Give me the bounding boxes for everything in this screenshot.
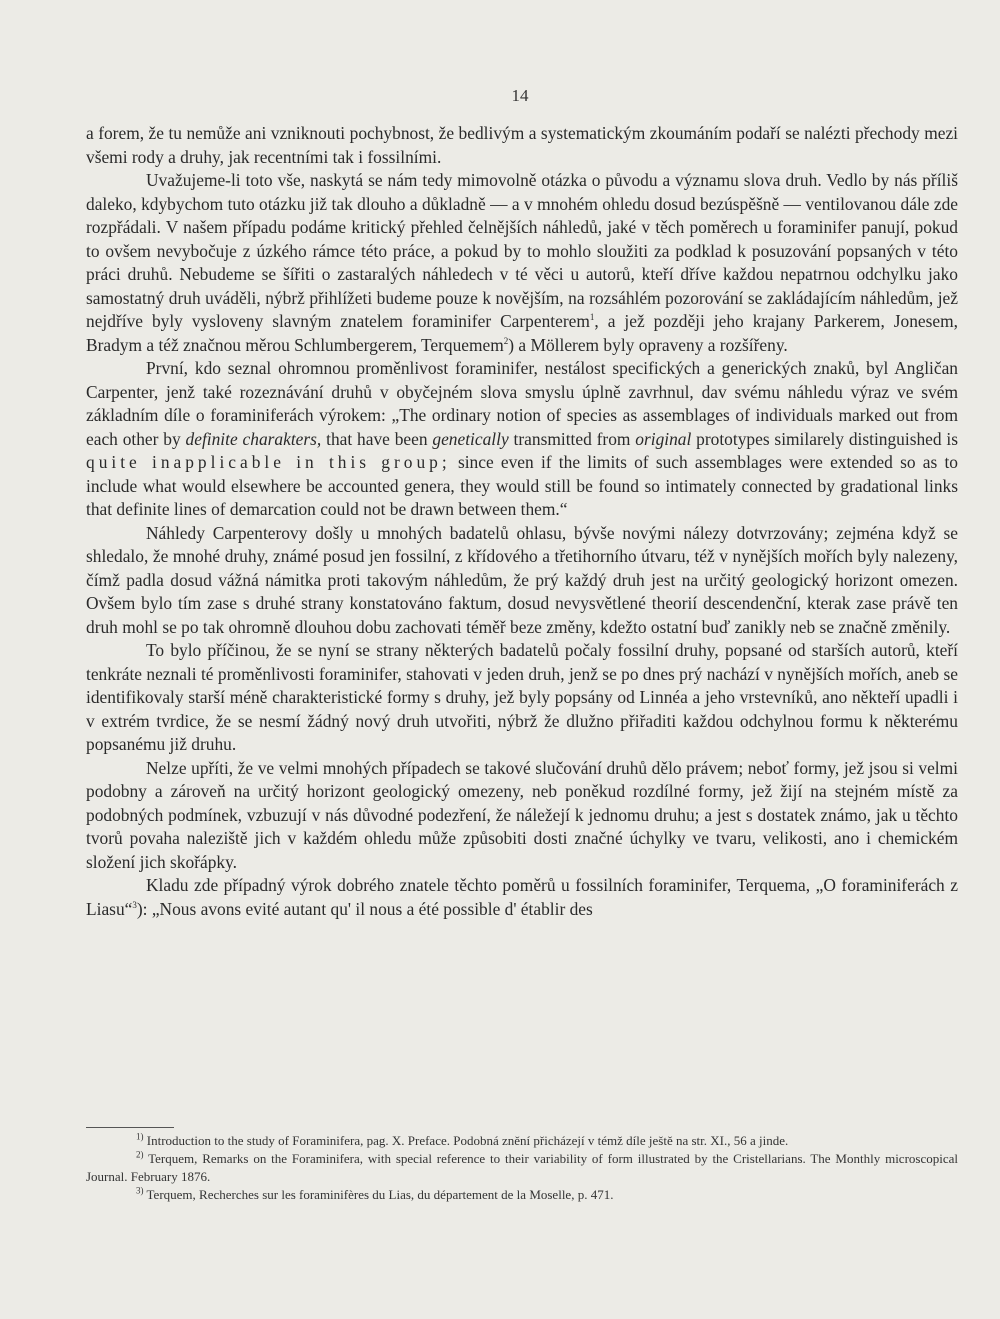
footnote-marker-1-number: 1 [136,1131,141,1142]
footnote-2-text: Terquem, Remarks on the Foraminifera, with special reference to their variability of form illustrated by the Cristellarians. The Monthly microscopical Journal. February 1876. [86,1151,958,1184]
footnote-ref-3: 3 [132,899,137,910]
quote-emphasis-2: genetically [432,428,509,449]
footnote-2 [86,1150,958,1186]
footnote-marker-2-number: 2 [136,1149,141,1160]
paragraph-7-text: Kladu zde případný výrok dobrého znatele těchto poměrů u fossilních foraminifer, Terquema, „O foraminiferách z Liasu“ [86,875,958,919]
paragraph-2-text: Uvažujeme-li toto vše, naskytá se nám tedy mimovolně otázka o původu a významu slova druh. Vedlo by nás příliš daleko, kdybychom tuto otázku již tak dlouho a důkladně — a v mnohém ohledu dosud bezúspěšně — ventilovanou dále zde rozpřádali. V našem případu podáme kritický přehled čelnějších náhledů, jaké v těch poměrech u foraminifer panují, pokud to ovšem nevybočuje z úzkého rámce této práce, a pokud by to mohlo sloužiti za podklad k posuzování popsaných v této práci druhů. Nebudeme se šířiti o zastaralých náhledech v té věci u autorů, kteří dříve každou nepatrnou odchylku jako samostatný druh uváděli, nýbrž přihlížeti budeme pouze k novějším, na rozsáhlém pozorování se zakládajícím náhledům, jež nejdříve byly vysloveny slavným znatelem foraminifer Carpenterem [86,170,958,331]
paragraph-2-tail-b: ) a Möllerem byly opraveny a rozšířeny. [508,334,788,355]
footnotes [86,1132,958,1204]
page-number: 14 [511,86,529,105]
footnote-ref-2: 2 [503,335,509,346]
paragraph-3-text: První, kdo seznal ohromnou proměnlivost foraminifer, nestálost specifických a generických znaků, byl Angličan Carpenter, jenž také rozeznávání druhů v obyčejném slova smyslu úplně zavrhnul, dav svému náhledu výraz ve svém základním díle o foraminiferách výrokem: „The ordinary notion of species as assemblages of individuals marked out from each other by [86,358,958,449]
footnote-3 [86,1186,958,1204]
quote-end: since even if the limits of such assemblages were extended so as to include what would elsewhere be accounted genera, they would still be found so intimately connected by gradational links that definite lines of demarcation could not be drawn between them.“ [86,452,958,519]
paragraph-1: a forem, že tu nemůže ani vzniknouti pochybnost, že bedlivým a systematickým zkoumáním podaří se nalézti přechody mezi všemi rody a druhy, jak recentními tak i fossilními. [86,123,958,167]
footnote-3-text: Terquem, Recherches sur les foraminifères du Lias, du département de la Moselle, p. 471. [146,1187,614,1202]
quote-spaced-emphasis: quite inapplicable in this group; [86,452,451,472]
quote-mid-3: prototypes similarely distinguished is [691,428,959,449]
quote-emphasis-3: original [635,428,692,449]
paragraph-3 [86,357,958,522]
footnote-1-text: Introduction to the study of Foraminifera, pag. X. Preface. Podobná znění přicházejí v témž díle ještě na str. XI., 56 a jinde. [146,1133,789,1148]
footnote-1 [86,1132,958,1150]
paragraph-6: Nelze upříti, že ve velmi mnohých případech se takové slučování druhů dělo právem; neboť formy, jež jsou si velmi podobny a zároveň na určitý horizont geologický omezeny, neb poněkud rozdílné formy, jež žijí na stejném místě za podobných podmínek, vzbuzují v nás důvodné podezření, že náležejí k jednomu druhu; a jest s dostatek známo, jak u těchto tvorů povaha naleziště jich v každém ohledu může způsobiti dosti značné úchylky ve tvaru, velikosti, ano i chemickém složení jich skořápky. [86,757,958,872]
paragraph-4: Náhledy Carpenterovy došly u mnohých badatelů ohlasu, bývše novými nálezy dotvrzovány; zejména když se shledalo, že mnohé druhy, známé posud jen fossilní, z křídového a třetihorního útvaru, též v nynějších mořích byly nalezeny, čímž padla dosud vážná námitka proti takovým náhledům, že prý každý druh jest na určitý geologický horizont omezen. Ovšem bylo tím zase s druhé strany konstatováno faktum, dosud nevysvětlené theorií descendenční, kterak zase právě ten druh mohl se po tak ohromně dlouhou dobu zachovati téměř beze změny, kdežto ostatní buď zanikly neb se značně změnily. [86,522,958,637]
paragraph-2 [86,169,958,357]
footnote-marker-2: 2) [136,1149,144,1160]
footnote-divider [86,1127,174,1128]
quote-mid-1: that have been [321,428,433,449]
body-text [86,122,958,921]
paragraph-5: To bylo příčinou, že se nyní se strany některých badatelů počaly fossilní druhy, popsané od starších autorů, kteří tenkráte neznali té proměnlivosti foraminifer, stahovati v jeden druh, jenž se po dnes prý nachází v nynějších mořích, aneb se identifikovaly starší méně charakteristické formy s druhy, jež byly popsány od Linnéa a jeho vrstevníků, ano někteří upadli i v extrém tvrdice, že se nesmí žádný nový druh utvořiti, nýbrž že dlužno přiřaditi každou odchylnou formu k některému popsanému již druhu. [86,640,958,754]
paragraph-7 [86,874,958,921]
quote-emphasis-1: definite charakters, [185,428,322,449]
footnote-marker-3-number: 3 [136,1185,141,1196]
footnote-ref-1: 1 [589,312,595,323]
paragraph-2-tail-a: , a jež později jeho krajany Parkerem, Jonesem, Bradym a též značnou měrou Schlumbergerem, Terquemem [86,311,959,355]
paragraph-7-tail: ): „Nous avons evité autant qu' il nous a été possible d' établir des [136,898,593,919]
quote-mid-2: transmitted from [508,428,636,449]
footnote-marker-1: 1) [136,1131,144,1142]
footnote-marker-3: 3) [136,1185,144,1196]
